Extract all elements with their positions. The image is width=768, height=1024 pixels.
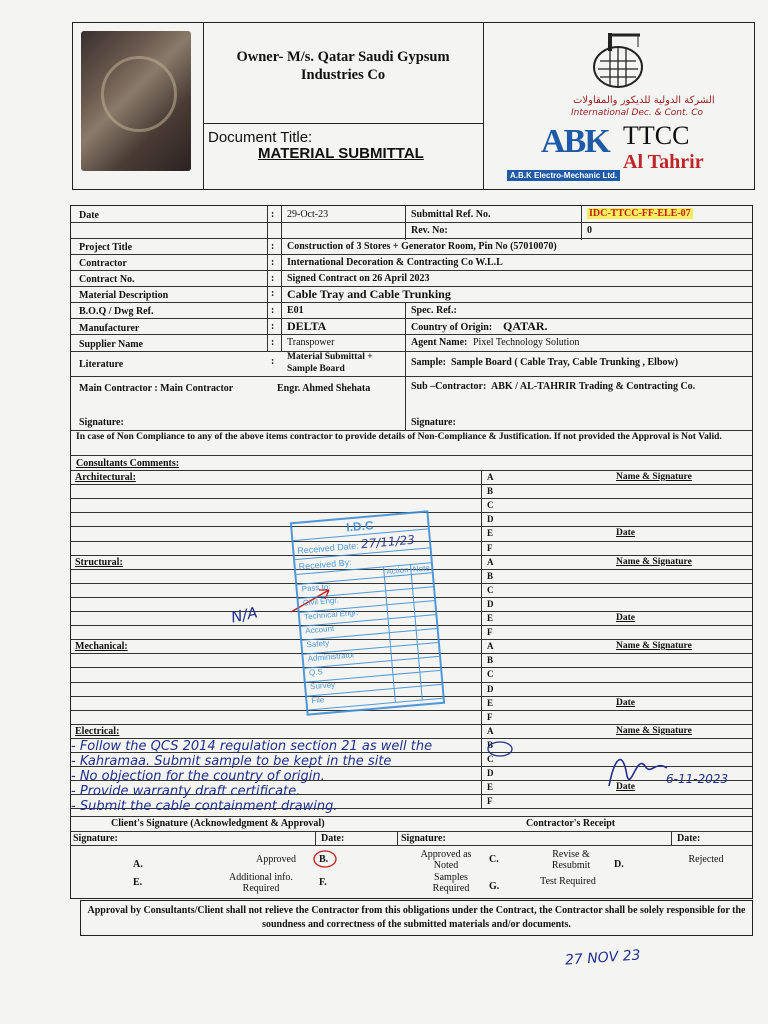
contractor-label: Contractor xyxy=(79,258,127,269)
approval-code: A. xyxy=(133,859,143,870)
literature-value-1: Material Submittal + xyxy=(287,352,373,362)
section-letter: B xyxy=(487,486,494,497)
non-compliance-note: In case of Non Compliance to any of the above items contractor to provide details of Non-Compliance & Justification. If not provided the Approval is Not Valid. xyxy=(76,432,722,442)
sample-label: Sample: xyxy=(411,357,446,368)
section-letter: A xyxy=(487,556,494,567)
al-tahrir-logo: Al Tahrir xyxy=(623,151,704,173)
section-letter: F xyxy=(487,542,493,553)
project-title-label: Project Title xyxy=(79,242,133,253)
literature-value-2: Sample Board xyxy=(287,364,345,374)
date-label: Date xyxy=(616,613,635,623)
approval-code-text: Approved as Noted xyxy=(420,849,472,871)
contractor-logos xyxy=(483,23,754,189)
name-signature-label: Name & Signature xyxy=(616,556,692,567)
section-letter: D xyxy=(487,598,494,609)
name-signature-label: Name & Signature xyxy=(616,725,692,736)
approval-code-text: Rejected xyxy=(688,854,724,865)
client-date: Date: xyxy=(321,833,345,844)
client-receipt-label: Client's Signature (Acknowledgment & Approval) xyxy=(111,818,325,829)
date-value: 29-Oct-23 xyxy=(287,209,329,220)
owner-name: Owner- M/s. Qatar Saudi Gypsum Industries Co xyxy=(236,49,450,83)
section-letter: F xyxy=(487,627,493,638)
main-contractor-label: Main Contractor : Main Contractor xyxy=(79,383,234,394)
approval-code: B. xyxy=(319,854,329,865)
agent-value: Pixel Technology Solution xyxy=(473,337,580,348)
section-letter: E xyxy=(487,697,494,708)
supplier-value: Transpower xyxy=(287,337,335,348)
received-stamp-date: 27 NOV 23 xyxy=(564,947,642,969)
date-label: Date xyxy=(616,528,635,539)
section-letter: A xyxy=(487,472,494,482)
boq-value: E01 xyxy=(287,305,304,316)
footer-note: Approval by Consultants/Client shall not relieve the Contractor from this obligations under the Contract, the Contractor shall be solely responsible for the soundness and correctness of the submitted materials and/or documents. xyxy=(80,900,753,936)
section-letter: B xyxy=(487,570,494,581)
b-circle-mark xyxy=(486,740,518,758)
rev-label: Rev. No: xyxy=(411,225,448,236)
electrical-comment-2: - Kahramaa. Submit sample to be kept in the site xyxy=(71,754,392,769)
client-signature: Signature: xyxy=(73,833,118,844)
literature-label: Literature xyxy=(79,359,124,370)
section-letter: B xyxy=(487,655,494,666)
origin-label: Country of Origin: xyxy=(411,322,493,333)
submittal-form: Date : 29-Oct-23 Submittal Ref. No. IDC-TTCC-FF-ELE-07 Rev. No: 0 Project Title : Construction of 3 Stores + Generator Room, Pin No (57010070) Contractor : International Decoration & Contracting Co W.L.L Contract No. : Signed Contract on 26 April 2023 Material Description : Cable Tray and Cable Trunking B.O.Q / Dwg Ref. : E01 Spec. Ref.: Manufacturer : DELTA Country of Origin: QATAR. Supplier Name : Transpower Agent Name: Pixel Technology Solution Literature : Material Submittal + Sample Board Sample: Sample Board ( Cable Tray, Cable Trunking , Elbow) Main Contractor : Main Contractor Engr. Ahmed Shehata Sub –Contractor: ABK / AL-TAHRIR Trading & Contracting Co. Signature: Signature: In case of Non Compliance to any of the above items contractor to provide details of Non-Compliance & Justification. If not provided the Approval is Not Valid. Consultants Comments: Architectural: A B C D E F Name & Signature Date Structural: A B C D E F Name & Signature Date Mechanical: A B C D E F Name & Signature Date Electrical: A B C D E F Name & Signature Date - Follow the QCS 2014 regulation section 21 as well the - Kahramaa. Submit sample to be kept in the site - No objection for the country of origin. - Provide warranty draft certificate. - Submit the cable containment drawing. 6-11-2023 N/A Client's Signature (Acknowledgment & Approval) Contractor's Receipt Signature: Date: Signature: Date: A. Approved B. Approved as Noted C. Revise & Resubmit D. Rejected E. Additional info. Required F. Samples Required G. Test Required I.D.C Received Date: 27/11/23 Received By: Action Note Pass to: Civil Engr. Technical Engr. Account Safety Administrator Q.S Survey File xyxy=(70,205,753,899)
approval-code-text: Approved xyxy=(256,854,296,865)
section-letter: A xyxy=(487,641,494,652)
name-signature-label: Name & Signature xyxy=(616,472,692,482)
idc-receipt-stamp: I.D.C Received Date: 27/11/23 Received By: Action Note Pass to: Civil Engr. Technical Engr. Account Safety Administrator Q.S Survey File xyxy=(290,510,445,715)
supplier-label: Supplier Name xyxy=(79,339,143,350)
approval-code: F. xyxy=(319,877,327,888)
manufacturer-label: Manufacturer xyxy=(79,323,140,334)
section-letter: A xyxy=(487,725,494,736)
section-letter: F xyxy=(487,711,493,722)
electrical-comment-1: - Follow the QCS 2014 regulation section 21 as well the xyxy=(71,739,433,754)
approval-code: G. xyxy=(489,881,500,892)
section-label-2: Mechanical: xyxy=(75,641,128,653)
electrical-comment-4: - Provide warranty draft certificate. xyxy=(71,784,301,799)
submittal-ref-value: IDC-TTCC-FF-ELE-07 xyxy=(589,208,691,219)
section-letter: C xyxy=(487,500,494,511)
section-letter: E xyxy=(487,528,494,539)
section-letter: D xyxy=(487,768,494,779)
section-letter: D xyxy=(487,514,494,525)
ttcc-logo: TTCC xyxy=(623,121,690,150)
approval-code: D. xyxy=(614,859,624,870)
sample-value: Sample Board ( Cable Tray, Cable Trunking , Elbow) xyxy=(451,357,679,368)
contract-no-value: Signed Contract on 26 April 2023 xyxy=(287,273,430,284)
agent-label: Agent Name: xyxy=(411,337,468,348)
material-description-label: Material Description xyxy=(79,290,169,301)
date-label: Date xyxy=(616,782,635,793)
electrical-comment-3: - No objection for the country of origin. xyxy=(71,769,325,784)
section-letter: E xyxy=(487,782,494,793)
approval-code-text: Revise & Resubmit xyxy=(551,849,591,871)
ide-arabic-name: الشركة الدولية للديكور والمقاولات xyxy=(573,95,715,106)
contractor-receipt-label: Contractor's Receipt xyxy=(526,818,616,829)
approval-code-text: Samples Required xyxy=(432,872,470,894)
document-title: MATERIAL SUBMITTAL xyxy=(258,145,424,162)
abk-subtitle: A.B.K Electro-Mechanic Ltd. xyxy=(507,170,620,181)
section-letter: F xyxy=(487,796,493,807)
b-code-circle xyxy=(311,848,339,870)
sub-contractor-label: Sub –Contractor: xyxy=(411,381,487,392)
structural-na-note: N/A xyxy=(229,603,260,627)
contract-no-label: Contract No. xyxy=(79,274,135,285)
consultants-comments-label: Consultants Comments: xyxy=(76,458,180,469)
project-title-value: Construction of 3 Stores + Generator Room, Pin No (57010070) xyxy=(287,241,557,252)
electrical-signature xyxy=(601,746,671,796)
main-contractor-signature: Signature: xyxy=(79,417,124,428)
spec-ref-label: Spec. Ref.: xyxy=(411,305,457,316)
section-label-0: Architectural: xyxy=(75,472,136,483)
section-letter: B xyxy=(487,739,494,750)
electrical-comment-5: - Submit the cable containment drawing. xyxy=(71,799,338,814)
submittal-ref-label: Submittal Ref. No. xyxy=(411,209,491,220)
contractor-date: Date: xyxy=(677,833,701,844)
rev-value: 0 xyxy=(587,225,592,236)
section-label-1: Structural: xyxy=(75,556,123,568)
manufacturer-value: DELTA xyxy=(287,319,327,333)
document-header xyxy=(72,22,755,190)
ide-logo xyxy=(588,31,652,91)
abk-logo: ABK xyxy=(541,123,609,160)
approval-code: C. xyxy=(489,854,499,865)
name-signature-label: Name & Signature xyxy=(616,641,692,652)
date-label: Date xyxy=(79,210,99,221)
ide-english-name: International Dec. & Cont. Co xyxy=(571,108,704,118)
title-cell xyxy=(203,23,484,189)
section-letter: D xyxy=(487,683,494,694)
approval-code-text: Test Required xyxy=(540,876,596,887)
material-description-value: Cable Tray and Cable Trunking xyxy=(287,287,451,301)
document-title-label: Document Title: xyxy=(208,129,313,146)
origin-value: QATAR. xyxy=(503,319,548,333)
owner-logo-cell xyxy=(73,23,204,189)
sub-contractor-signature: Signature: xyxy=(411,417,456,428)
sub-contractor-value: ABK / AL-TAHRIR Trading & Contracting Co. xyxy=(491,381,696,392)
section-label-3: Electrical: xyxy=(75,725,120,737)
boq-label: B.O.Q / Dwg Ref. xyxy=(79,306,154,317)
approval-code-text: Additional info. Required xyxy=(229,872,293,894)
section-letter: C xyxy=(487,754,494,764)
contractor-value: International Decoration & Contracting Co W.L.L xyxy=(287,257,503,268)
section-letter: C xyxy=(487,669,494,680)
approval-code: E. xyxy=(133,877,143,888)
main-contractor-value: Engr. Ahmed Shehata xyxy=(277,383,371,394)
contractor-signature: Signature: xyxy=(401,833,446,844)
date-label: Date xyxy=(616,697,635,708)
electrical-date: 6-11-2023 xyxy=(666,772,729,786)
section-letter: C xyxy=(487,584,494,595)
owner-logo xyxy=(81,31,191,171)
section-letter: E xyxy=(487,613,494,623)
